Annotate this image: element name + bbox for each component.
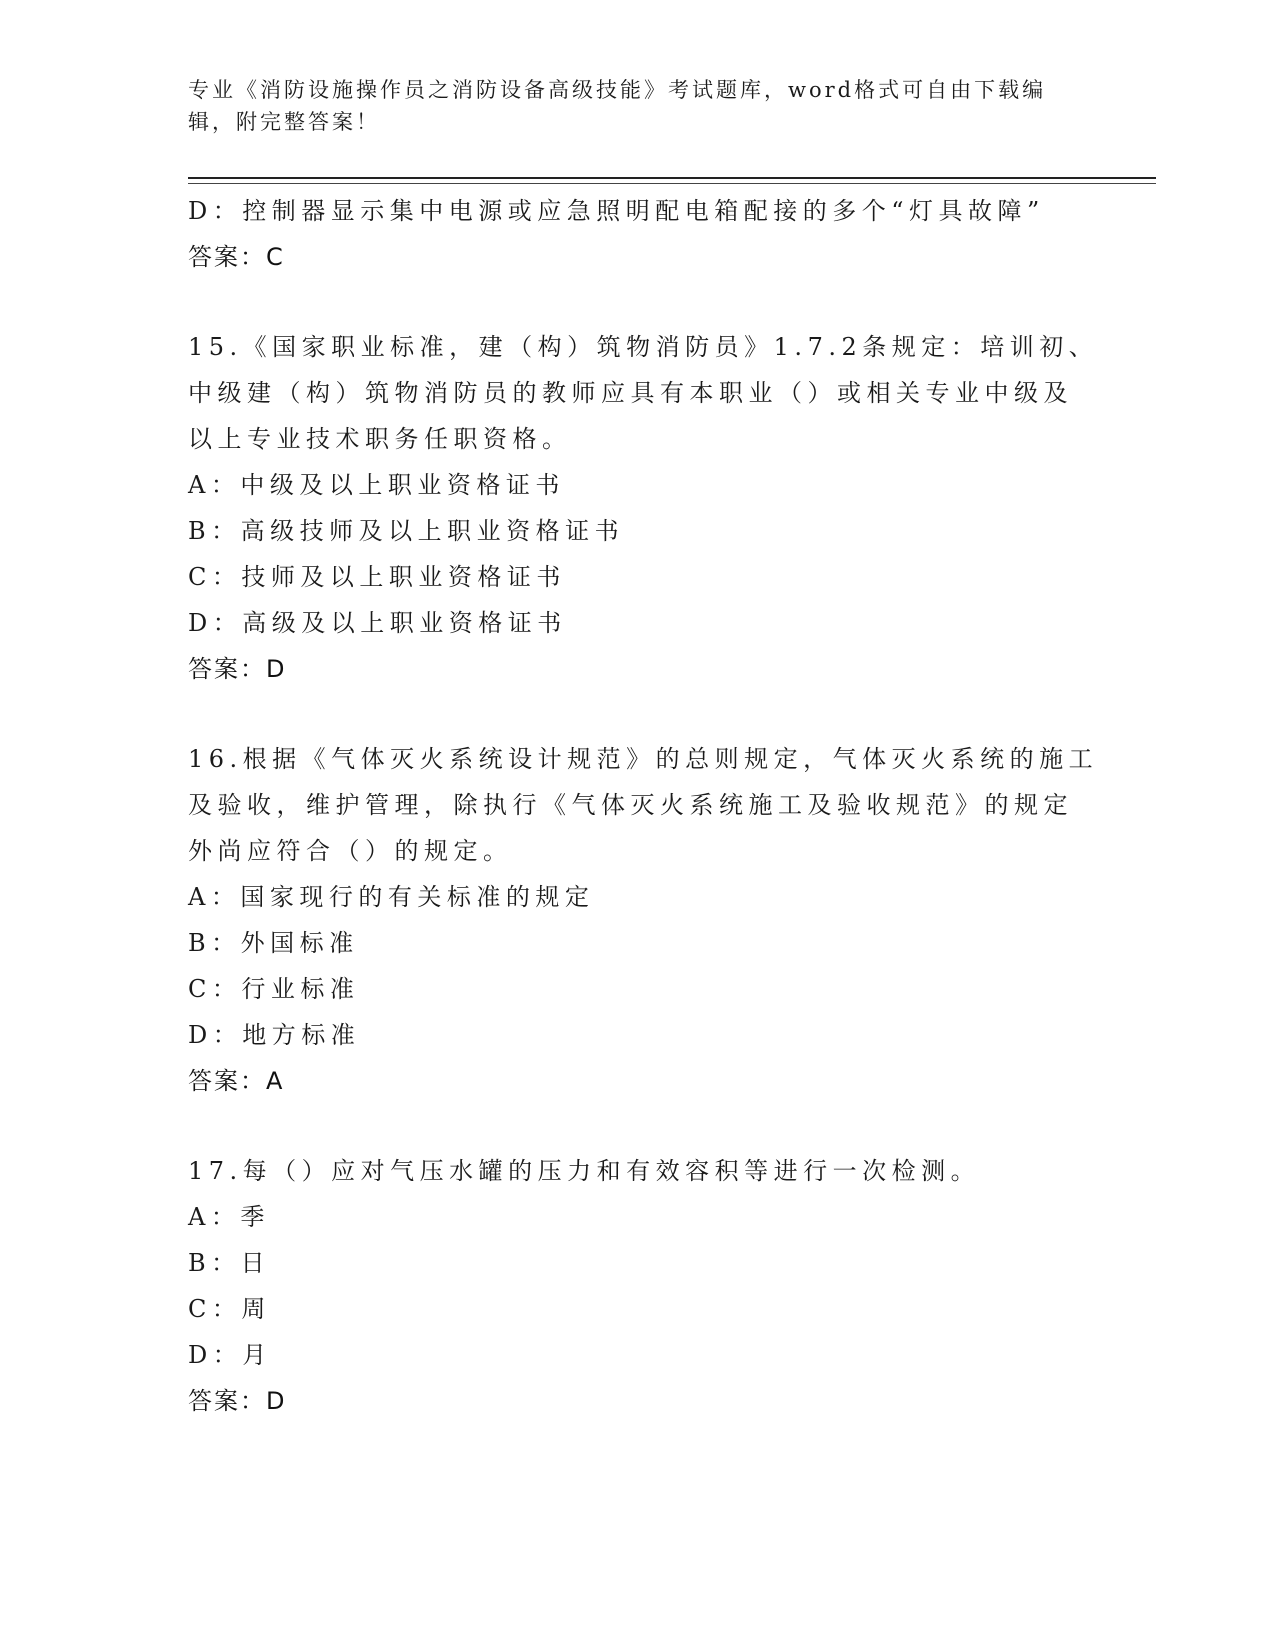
option-a: A：季 <box>188 1203 270 1231</box>
option-c: C：行业标准 <box>188 975 360 1003</box>
spacer <box>188 1104 1088 1148</box>
answer-line: 答案：A <box>188 1067 285 1095</box>
question-stem-line: 17.每（）应对气压水罐的压力和有效容积等进行一次检测。 <box>188 1157 981 1185</box>
question-stem-line: 及验收，维护管理，除执行《气体灭火系统施工及验收规范》的规定 <box>188 791 1073 819</box>
answer-line: 答案：C <box>188 243 285 271</box>
option-b: B：外国标准 <box>188 929 359 957</box>
option-d: D：控制器显示集中电源或应急照明配电箱配接的多个“灯具故障” <box>188 197 1045 225</box>
option-d: D：高级及以上职业资格证书 <box>188 609 567 637</box>
answer-line: 答案：D <box>188 1387 287 1415</box>
question-list <box>188 188 1099 1424</box>
spacer <box>188 280 1088 324</box>
question-stem-line: 中级建（构）筑物消防员的教师应具有本职业（）或相关专业中级及 <box>188 379 1073 407</box>
header-divider-thick <box>188 177 1156 179</box>
header-line-2: 辑，附完整答案！ <box>188 110 380 134</box>
question-stem-line: 16.根据《气体灭火系统设计规范》的总则规定，气体灭火系统的施工 <box>188 745 1099 773</box>
question-15 <box>188 324 1099 692</box>
option-b: B：高级技师及以上职业资格证书 <box>188 517 625 545</box>
option-a: A：国家现行的有关标准的规定 <box>188 883 595 911</box>
question-stem-line: 以上专业技术职务任职资格。 <box>188 425 572 453</box>
option-b: B：日 <box>188 1249 271 1277</box>
answer-line: 答案：D <box>188 655 287 683</box>
option-a: A：中级及以上职业资格证书 <box>188 471 565 499</box>
option-c: C：技师及以上职业资格证书 <box>188 563 566 591</box>
option-d: D：地方标准 <box>188 1021 361 1049</box>
previous-question-tail <box>188 188 1088 280</box>
option-c: C：周 <box>188 1295 271 1323</box>
question-16 <box>188 736 1099 1104</box>
document-header <box>188 74 1088 138</box>
option-d: D：月 <box>188 1341 272 1369</box>
question-17 <box>188 1148 1088 1424</box>
question-stem-line: 外尚应符合（）的规定。 <box>188 837 513 865</box>
question-stem-line: 15.《国家职业标准，建（构）筑物消防员》1.7.2条规定：培训初、 <box>188 333 1099 361</box>
header-line-1: 专业《消防设施操作员之消防设备高级技能》考试题库，word格式可自由下载编 <box>188 78 1047 102</box>
spacer <box>188 692 1088 736</box>
header-divider-thin <box>188 183 1156 184</box>
